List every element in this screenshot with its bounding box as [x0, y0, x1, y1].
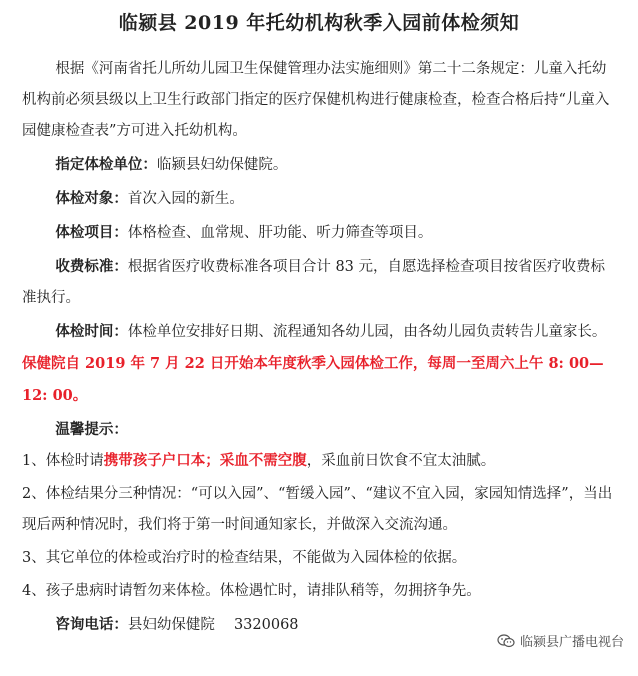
tips-heading: 温馨提示：: [55, 421, 128, 438]
tip-1-prefix: 1、体检时请: [22, 453, 104, 469]
item-unit-label: 指定体检单位：: [55, 156, 157, 173]
item-fee-value: 根据省医疗收费标准各项目合计 83 元，自愿选择检查项目按省医疗收费标准执行。: [22, 259, 606, 306]
item-target: [22, 183, 616, 215]
item-unit-value: 临颍县妇幼保健院。: [156, 157, 288, 173]
item-time: [22, 316, 616, 412]
tip-2: 2、体检结果分三种情况：“可以入园”、“暂缓入园”、“建议不宜入园，家园知情选择”，当出现后两种情况时，我们将于第一时间通知家长，并做深入交流沟通。: [22, 486, 613, 533]
tip-1-highlight: 携带孩子户口本；采血不需空腹: [103, 452, 307, 469]
wechat-icon: [497, 634, 515, 648]
item-unit: [22, 149, 616, 181]
document-title: 临颍县 2019 年托幼机构秋季入园前体检须知: [118, 12, 520, 34]
item-fee-label: 收费标准：: [55, 258, 128, 275]
item-target-value: 首次入园的新生。: [127, 191, 244, 207]
contact-label: 咨询电话：: [55, 616, 128, 633]
tip-4: 4、孩子患病时请暂勿来体检。体检遇忙时，请排队稍等，勿拥挤争先。: [22, 583, 481, 599]
tip-3: 3、其它单位的体检或治疗时的检查结果，不能做为入园体检的依据。: [22, 550, 467, 566]
item-time-label: 体检时间：: [55, 323, 128, 340]
item-time-highlight: 保健院自 2019 年 7 月 22 日开始本年度秋季入园体检工作，每周一至周六上午 8: 00—12: 00。: [22, 355, 604, 404]
item-projects: [22, 217, 616, 249]
tip-1: [22, 445, 616, 477]
watermark: [497, 631, 624, 650]
contact-value: 县妇幼保健院 3320068: [127, 617, 299, 633]
item-fee: [22, 251, 616, 314]
intro-paragraph: 根据《河南省托儿所幼儿园卫生保健管理办法实施细则》第二十二条规定：儿童入托幼机构前必须县级以上卫生行政部门指定的医疗保健机构进行健康检查，检查合格后持“儿童入园健康检查表”方可进入托幼机构。: [22, 61, 610, 139]
watermark-text: 临颍县广播电视台: [519, 635, 624, 650]
item-target-label: 体检对象：: [55, 190, 128, 207]
item-time-value: 体检单位安排好日期、流程通知各幼儿园，由各幼儿园负责转告儿童家长。: [127, 324, 607, 340]
item-projects-label: 体检项目：: [55, 224, 128, 241]
tip-1-suffix: ，采血前日饮食不宜太油腻。: [306, 453, 496, 469]
item-projects-value: 体格检查、血常规、肝功能、听力筛查等项目。: [127, 225, 433, 241]
